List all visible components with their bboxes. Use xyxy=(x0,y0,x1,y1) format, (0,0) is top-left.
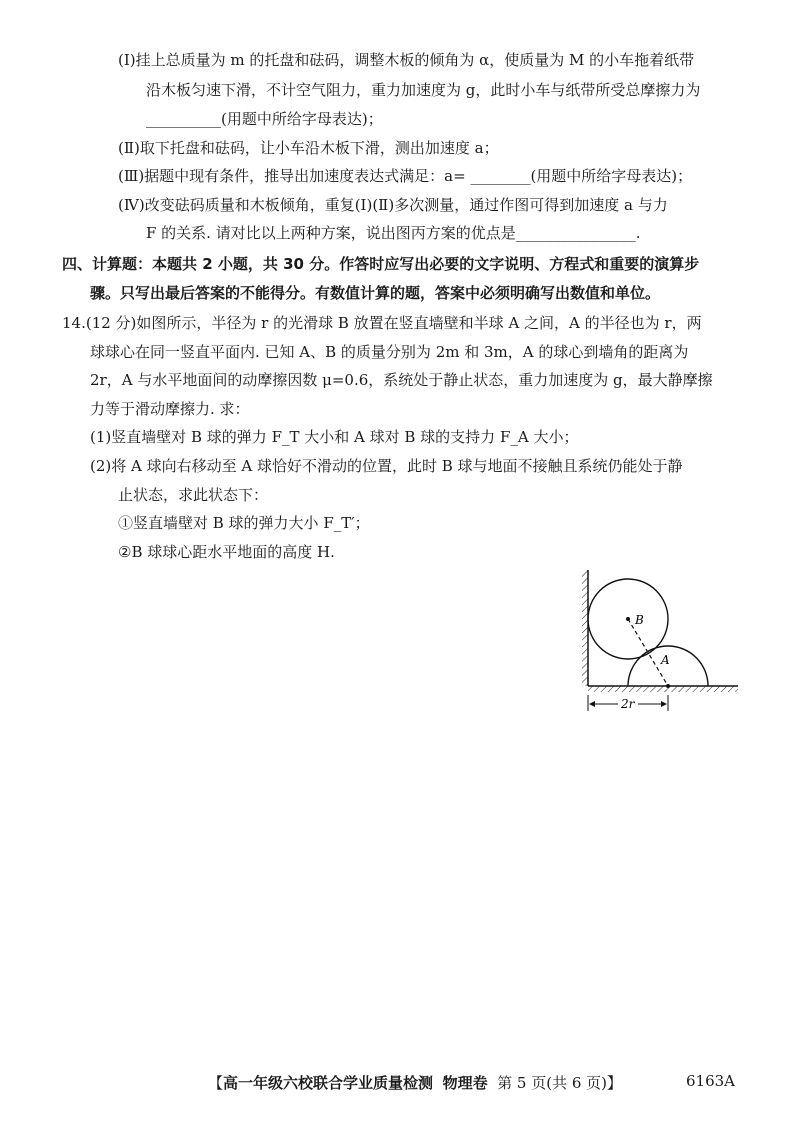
step1-line1: (Ⅰ)挂上总质量为 m 的托盘和砝码，调整木板的倾角为 α，使质量为 M 的小车拖着纸带 xyxy=(118,51,695,69)
footer-bracket-open: 【 xyxy=(208,1074,224,1092)
problem14-question2-line2: 止状态，求此状态下： xyxy=(118,486,269,504)
problem14-line4: 力等于滑动摩擦力. 求： xyxy=(90,400,250,418)
footer-bracket-close: 】 xyxy=(607,1074,623,1092)
problem14-subquestion-a: ①竖直墙壁对 B 球的弹力大小 F_T′； xyxy=(118,514,370,532)
wall-hatching xyxy=(582,570,588,686)
dimension-arrow-right xyxy=(661,701,667,707)
label-b: B xyxy=(635,613,644,627)
problem14-line2: 球球心在同一竖直平面内. 已知 A、B 的质量分别为 2m 和 3m，A 的球心到墙角的距离为 xyxy=(90,343,689,361)
center-a xyxy=(666,684,670,688)
problem14-subquestion-b: ②B 球球心距水平地面的高度 H. xyxy=(118,543,335,561)
footer-code: 6163A xyxy=(686,1072,736,1090)
label-a: A xyxy=(661,653,670,667)
ground-hatching xyxy=(588,686,738,692)
footer-exam-name: 高一年级六校联合学业质量检测 xyxy=(223,1074,434,1092)
step1-line3: __________(用题中所给字母表达)； xyxy=(146,110,383,128)
dimension-arrow-left xyxy=(589,701,595,707)
center-b xyxy=(626,617,630,621)
footer-subject: 物理卷 xyxy=(442,1074,488,1092)
problem14-question1: (1)竖直墙壁对 B 球的弹力 F_T 大小和 A 球对 B 球的支持力 F_A 大小； xyxy=(90,428,579,446)
step3-line: (Ⅲ)据题中现有条件，推导出加速度表达式满足：a= ________(用题中所给字母表达)； xyxy=(118,167,693,185)
step4-line1: (Ⅳ)改变砝码质量和木板倾角，重复(Ⅰ)(Ⅱ)多次测量，通过作图可得到加速度 a 与力 xyxy=(118,196,668,214)
problem14-line1: 14.(12 分)如图所示，半径为 r 的光滑球 B 放置在竖直墙壁和半球 A 之间，A 的半径也为 r，两 xyxy=(62,314,702,332)
page-footer xyxy=(208,1072,622,1093)
problem14-line3: 2r，A 与水平地面间的动摩擦因数 μ=0.6，系统处于静止状态，重力加速度为 g，最大静摩擦 xyxy=(90,371,713,389)
step4-line2: F 的关系. 请对比以上两种方案，说出图丙方案的优点是________________. xyxy=(146,224,641,242)
footer-page-info: 第 5 页(共 6 页) xyxy=(497,1074,608,1092)
dimension-label: 2r xyxy=(621,697,635,711)
step2-line: (Ⅱ)取下托盘和砝码，让小车沿木板下滑，测出加速度 a； xyxy=(118,139,499,157)
sphere-hemisphere-figure xyxy=(578,566,744,716)
step1-line2: 沿木板匀速下滑，不计空气阻力，重力加速度为 g，此时小车与纸带所受总摩擦力为 xyxy=(146,81,701,99)
problem14-question2-line1: (2)将 A 球向右移动至 A 球恰好不滑动的位置，此时 B 球与地面不接触且系统仍能处于静 xyxy=(90,457,683,475)
section4-heading-line1: 四、计算题：本题共 2 小题，共 30 分。作答时应写出必要的文字说明、方程式和重要的演算步 xyxy=(62,255,700,273)
section4-heading-line2: 骤。只写出最后答案的不能得分。有数值计算的题，答案中必须明确写出数值和单位。 xyxy=(90,284,661,302)
